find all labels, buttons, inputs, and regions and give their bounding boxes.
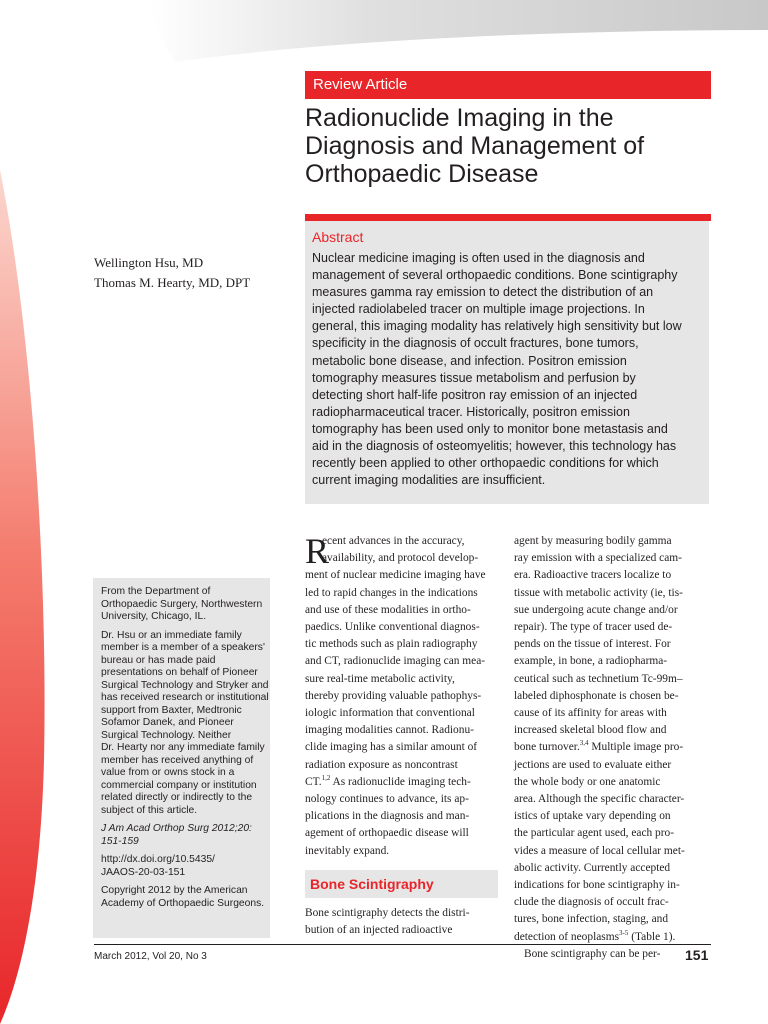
- body-line: abolic activity. Currently accepted: [514, 861, 671, 874]
- disclosure-line: Surgical Technology and Stryker and: [101, 679, 269, 691]
- body-line: the whole body or one anatomic: [514, 775, 661, 788]
- abstract-line: detecting short half-life positron ray emission of an injected: [312, 387, 638, 402]
- abstract-body: [312, 250, 707, 489]
- body-line: ceutical such as technetium Tc-99m–: [514, 672, 683, 685]
- abstract-line: injected radiolabeled tracer on multiple image projections. In: [312, 302, 645, 317]
- reference-superscript: 3,4: [579, 739, 589, 748]
- reference-superscript: 1,2: [321, 774, 331, 783]
- body-line: radiation exposure as noncontrast: [305, 758, 458, 771]
- title-line: Diagnosis and Management of: [305, 132, 645, 160]
- body-line-tail: Multiple image pro-: [588, 741, 684, 754]
- body-line: ment of nuclear medicine imaging have: [305, 569, 486, 582]
- body-line: clude the diagnosis of occult frac-: [514, 896, 669, 909]
- affiliation-note: [101, 586, 271, 624]
- body-line-with-reference: [514, 739, 712, 756]
- body-line: cause of its affinity for areas with: [514, 707, 667, 720]
- disclosure-line: related directly or indirectly to the: [101, 792, 253, 803]
- citation-note: [101, 823, 271, 848]
- sidebar-info-text: [101, 586, 271, 916]
- body-line: thereby providing valuable pathophys-: [305, 689, 482, 702]
- affiliation-line: University, Chicago, IL.: [101, 611, 207, 622]
- abstract-line: tomography measures tissue metabolism and perfusion by: [312, 370, 636, 385]
- author-name: Thomas M. Hearty, MD, DPT: [94, 275, 251, 290]
- abstract-rule: [305, 214, 711, 221]
- body-line: and CT, radionuclide imaging can mea-: [305, 655, 486, 668]
- disclosure-line: member is a member of a speakers': [101, 642, 265, 653]
- abstract-line: radiopharmaceutical tracer. Historically, positron emission: [312, 404, 630, 419]
- body-line: jections are used to evaluate either: [514, 758, 672, 771]
- body-column-1: [305, 533, 501, 860]
- abstract-line: current imaging modalities are insufficient.: [312, 473, 546, 488]
- body-line: imaging modalities cannot. Radionu-: [305, 724, 474, 737]
- left-red-swoosh: [0, 170, 45, 1024]
- body-line-tail: (Table 1).: [628, 930, 676, 943]
- disclosure-note: [101, 630, 271, 818]
- author-list: [94, 253, 250, 293]
- body-line: the particular agent used, each pro-: [514, 827, 675, 840]
- body-line: agent by measuring bodily gamma: [514, 535, 672, 547]
- disclosure-line: subject of this article.: [101, 804, 198, 816]
- page-number: 151: [685, 947, 709, 963]
- body-line: tissue with metabolic activity (ie, tis-: [514, 586, 683, 599]
- title-line: Orthopaedic Disease: [305, 160, 539, 188]
- body-column-1-continued: [305, 905, 501, 939]
- abstract-line: specificity in the diagnosis of occult fractures, bone tumors,: [312, 336, 639, 351]
- body-line: bution of an injected radioactive: [305, 924, 453, 937]
- disclosure-line: presentations on behalf of Pioneer: [101, 667, 258, 678]
- article-title: [305, 104, 715, 188]
- issue-info: March 2012, Vol 20, No 3: [94, 951, 207, 962]
- disclosure-line: support from Baxter, Medtronic: [101, 704, 242, 716]
- abstract-line: tomography has been used only to monitor bone metastasis and: [312, 421, 668, 436]
- reference-superscript: 3-5: [619, 928, 629, 937]
- body-line: inevitably expand.: [305, 844, 390, 857]
- disclosure-line: bureau or has made paid: [101, 654, 216, 666]
- disclosure-line: Surgical Technology. Neither: [101, 729, 232, 741]
- article-type-label: Review Article: [313, 76, 408, 93]
- copyright-line: Copyright 2012 by the American: [101, 885, 248, 896]
- body-line: iologic information that conventional: [305, 707, 475, 720]
- disclosure-line: has received research or institutional: [101, 692, 269, 703]
- abstract-line: recently been applied to other orthopaedic conditions for which: [312, 456, 659, 471]
- doi-link[interactable]: [101, 854, 271, 879]
- abstract-heading: Abstract: [312, 229, 364, 245]
- footer-rule: [94, 944, 711, 945]
- author-name: Wellington Hsu, MD: [94, 255, 204, 270]
- disclosure-line: commercial company or institution: [101, 779, 257, 791]
- body-line: tic methods such as plain radiography: [305, 638, 478, 651]
- top-gray-swoosh: [150, 0, 768, 62]
- disclosure-line: Dr. Hearty nor any immediate family: [101, 742, 265, 753]
- body-line: clide imaging has a similar amount of: [305, 741, 478, 754]
- body-line: tures, bone infection, staging, and: [514, 913, 669, 926]
- body-line: paedics. Unlike conventional diagnos-: [305, 621, 480, 634]
- body-line: istics of uptake vary depending on: [514, 810, 671, 823]
- body-column-2: [514, 533, 712, 963]
- body-line: sue undergoing acute change and/or: [514, 603, 678, 616]
- copyright-line: Academy of Orthopaedic Surgeons.: [101, 897, 265, 909]
- disclosure-line: value from or owns stock in a: [101, 767, 235, 778]
- body-line-head: bone turnover.: [514, 741, 580, 754]
- affiliation-line: From the Department of: [101, 586, 211, 597]
- abstract-line: Nuclear medicine imaging is often used in the diagnosis and: [312, 251, 645, 265]
- doi-line[interactable]: JAAOS-20-03-151: [101, 866, 186, 878]
- abstract-line: aid in the diagnosis of osteomyelitis; however, this technology has: [312, 439, 677, 454]
- body-line: vides a measure of local cellular met-: [514, 844, 685, 857]
- doi-line[interactable]: http://dx.doi.org/10.5435/: [101, 854, 215, 865]
- body-line: era. Radioactive tracers localize to: [514, 569, 672, 582]
- body-line: repair). The type of tracer used de-: [514, 621, 673, 634]
- body-line: labeled diphosphonate is chosen be-: [514, 689, 679, 702]
- abstract-line: general, this imaging modality has relatively high sensitivity but low: [312, 319, 682, 334]
- body-line: Bone scintigraphy can be per-: [524, 947, 661, 960]
- body-line: sure real-time metabolic activity,: [305, 672, 455, 685]
- body-line: plications in the diagnosis and man-: [305, 810, 470, 823]
- body-line: pends on the tissue of interest. For: [514, 638, 671, 651]
- body-line: example, in bone, a radiopharma-: [514, 655, 668, 668]
- body-line: area. Although the specific character-: [514, 793, 685, 806]
- body-line: availability, and protocol develop-: [322, 552, 479, 565]
- body-line-head: CT.: [305, 775, 322, 788]
- body-line: and use of these modalities in ortho-: [305, 603, 471, 616]
- body-line: led to rapid changes in the indications: [305, 586, 478, 599]
- disclosure-line: Sofamor Danek, and Pioneer: [101, 717, 234, 728]
- body-line-with-reference: [305, 774, 501, 791]
- body-line-tail: As radionuclide imaging tech-: [330, 775, 471, 788]
- section-subheading: Bone Scintigraphy: [310, 876, 434, 892]
- body-line: indications for bone scintigraphy in-: [514, 879, 680, 892]
- disclosure-line: Dr. Hsu or an immediate family: [101, 629, 242, 641]
- affiliation-line: Orthopaedic Surgery, Northwestern: [101, 598, 263, 610]
- body-line: nology continues to advance, its ap-: [305, 793, 469, 806]
- body-line: ecent advances in the accuracy,: [322, 535, 465, 547]
- body-line: increased skeletal blood flow and: [514, 724, 667, 737]
- drop-cap: R: [305, 531, 330, 571]
- body-line: agement of orthopaedic disease will: [305, 827, 469, 840]
- body-line: Bone scintigraphy detects the distri-: [305, 907, 470, 919]
- abstract-line: measures gamma ray emission to detect the distribution of an: [312, 285, 654, 300]
- disclosure-line: member has received anything of: [101, 754, 254, 766]
- title-line: Radionuclide Imaging in the: [305, 104, 614, 132]
- abstract-line: management of several orthopaedic conditions. Bone scintigraphy: [312, 268, 678, 283]
- citation-line: 151-159: [101, 835, 139, 847]
- copyright-note: [101, 885, 271, 910]
- abstract-line: metabolic bone disease, and infection. Positron emission: [312, 353, 627, 368]
- citation-line: J Am Acad Orthop Surg 2012;20:: [101, 823, 252, 834]
- body-line-head: detection of neoplasms: [514, 930, 620, 943]
- body-line: ray emission with a specialized cam-: [514, 552, 682, 565]
